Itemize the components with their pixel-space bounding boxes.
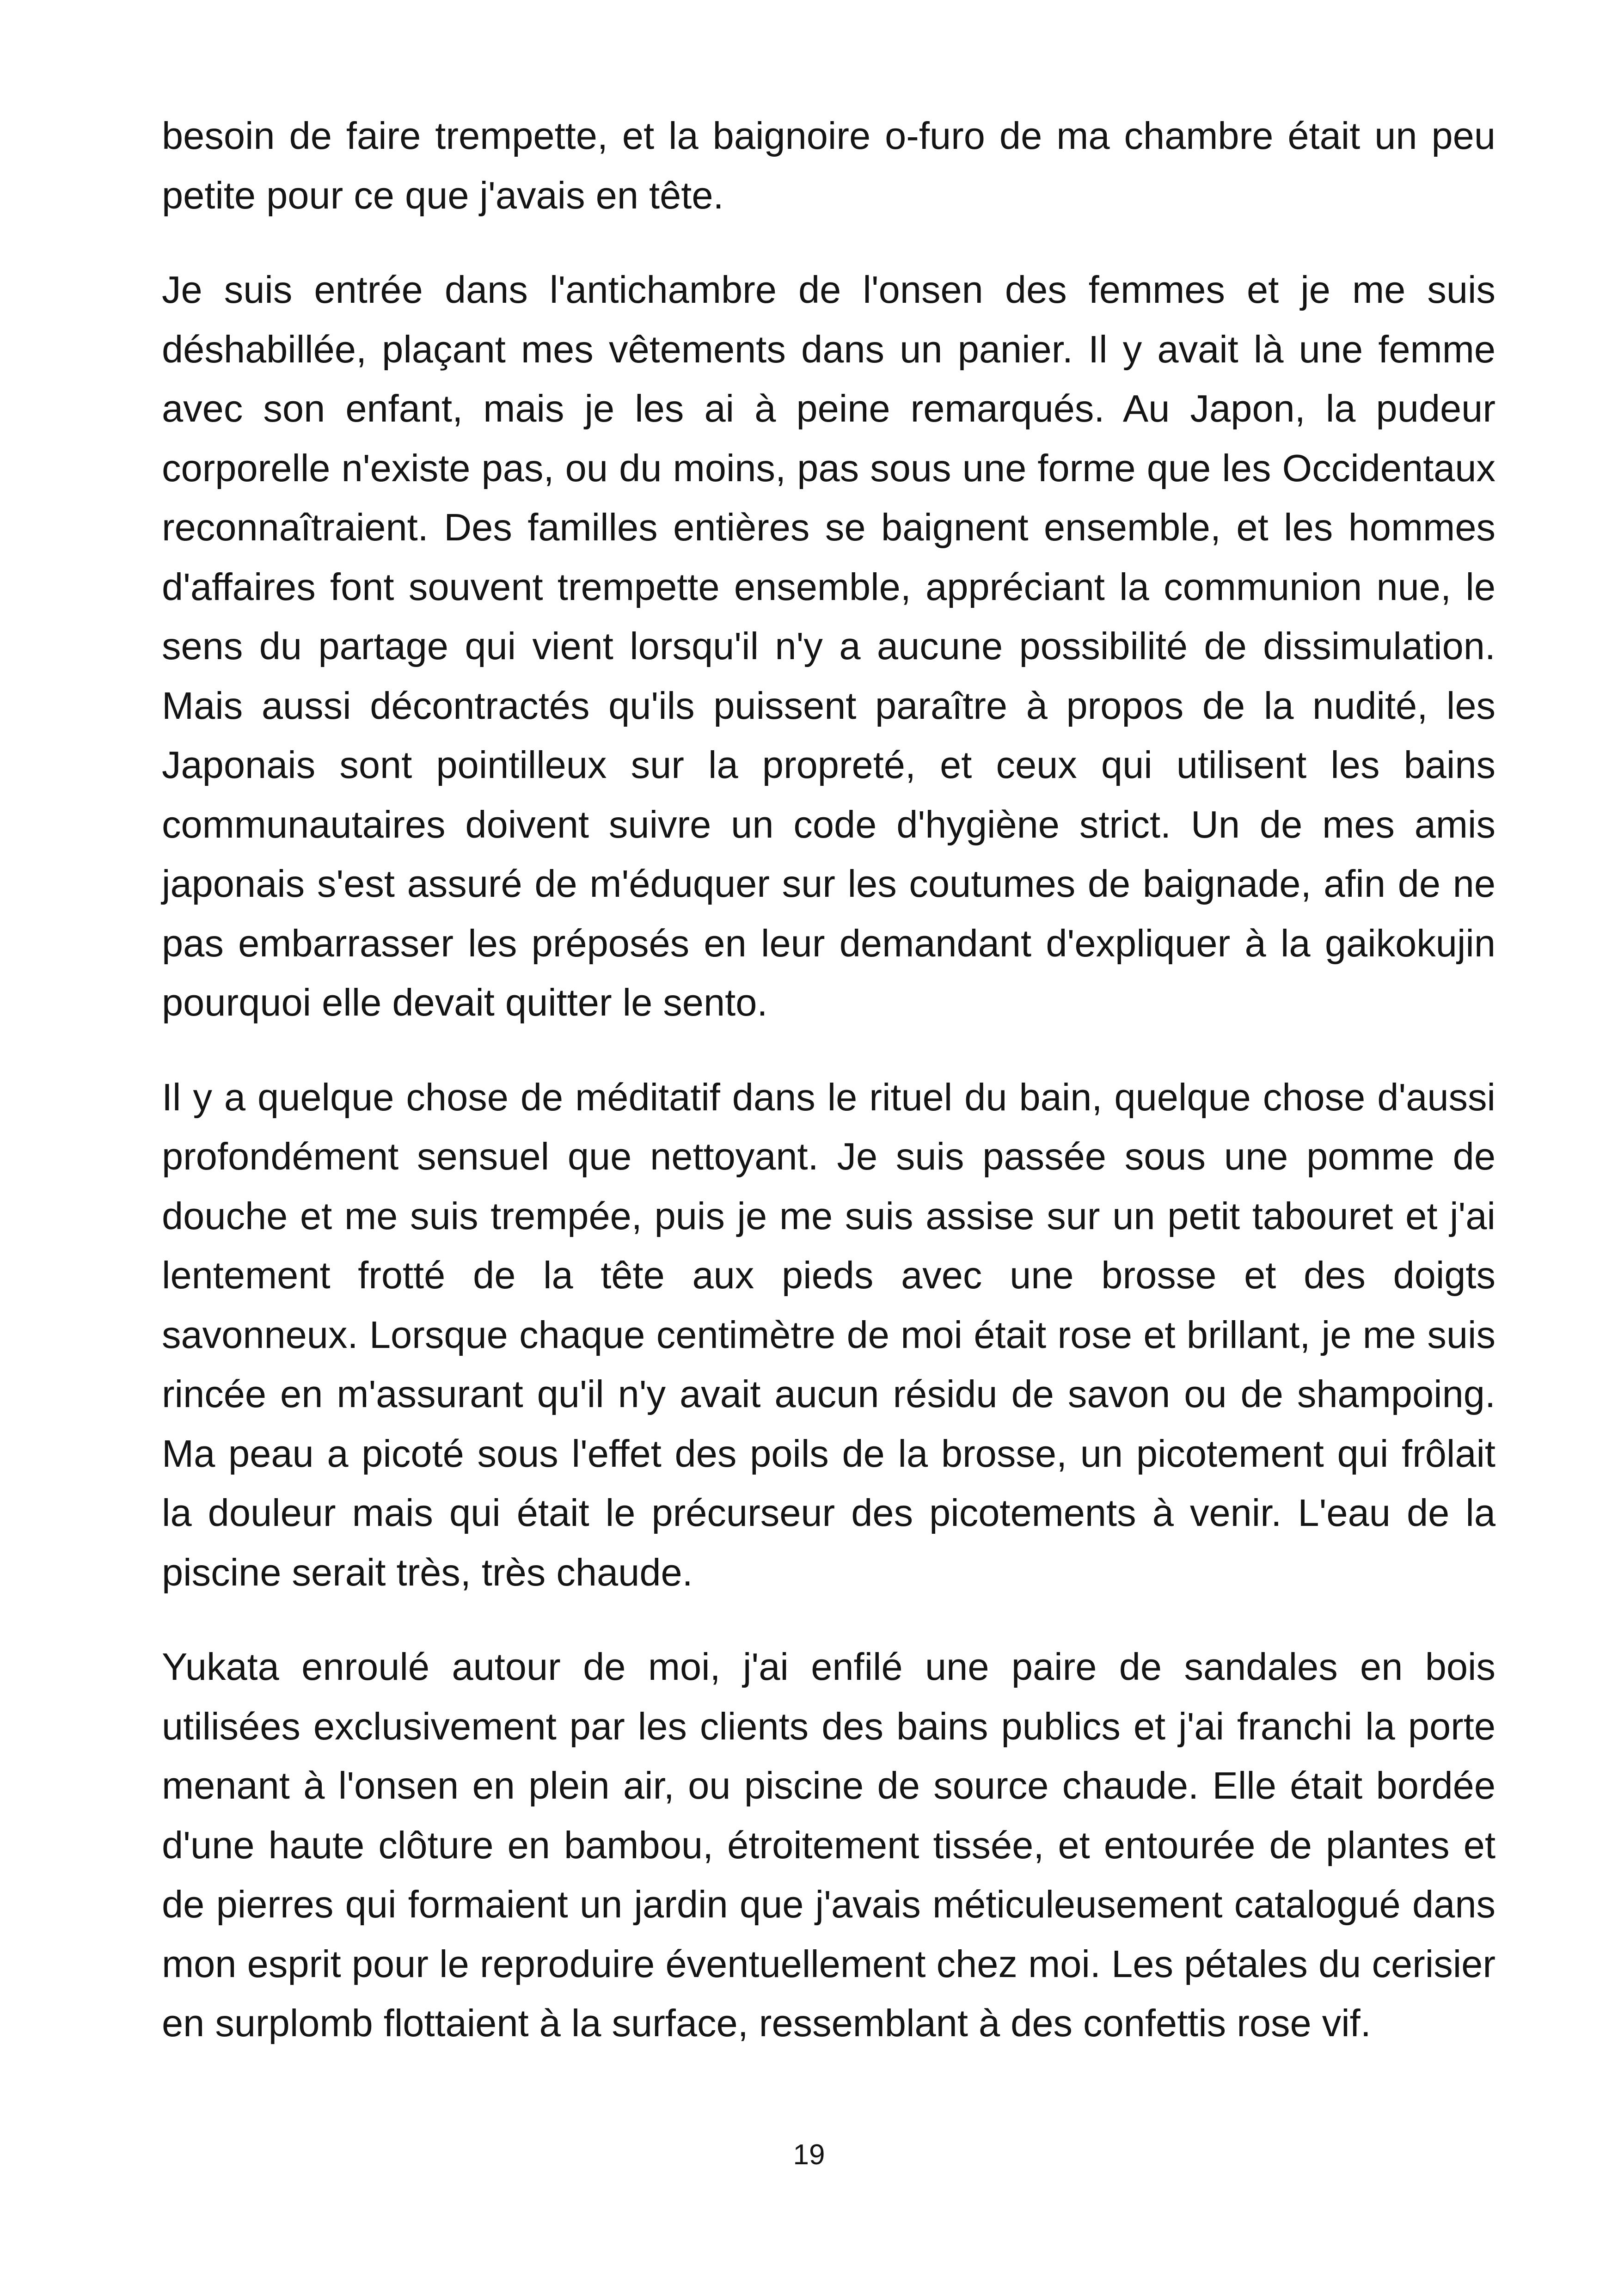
page-number: 19 <box>793 2139 825 2171</box>
paragraph-2: Je suis entrée dans l'antichambre de l'onsen des femmes et je me suis déshabillée, plaçant mes vêtements dans un panier. Il y avait là une femme avec son enfant, mais je les ai à peine remarqués. Au Japon, la pudeur corporelle n'existe pas, ou du moins, pas sous une forme que les Occidentaux reconnaîtraient. Des familles entières se baignent ensemble, et les hommes d'affaires font souvent trempette ensemble, appréciant la communion nue, le sens du partage qui vient lorsqu'il n'y a aucune possibilité de dissimulation. Mais aussi décontractés qu'ils puissent paraître à propos de la nudité, les Japonais sont pointilleux sur la propreté, et ceux qui utilisent les bains communautaires doivent suivre un code d'hygiène strict. Un de mes amis japonais s'est assuré de m'éduquer sur les coutumes de baignade, afin de ne pas embarrasser les préposés en leur demandant d'expliquer à la gaikokujin pourquoi elle devait quitter le sento. <box>162 268 1495 1024</box>
paragraph-3: Il y a quelque chose de méditatif dans le rituel du bain, quelque chose d'aussi profondément sensuel que nettoyant. Je suis passée sous une pomme de douche et me suis trempée, puis je me suis assise sur un petit tabouret et j'ai lentement frotté de la tête aux pieds avec une brosse et des doigts savonneux. Lorsque chaque centimètre de moi était rose et brillant, je me suis rincée en m'assurant qu'il n'y avait aucun résidu de savon ou de shampoing. Ma peau a picoté sous l'effet des poils de la brosse, un picotement qui frôlait la douleur mais qui était le précurseur des picotements à venir. L'eau de la piscine serait très, très chaude. <box>162 1075 1495 1594</box>
paragraph-4: Yukata enroulé autour de moi, j'ai enfilé une paire de sandales en bois utilisées exclusivement par les clients des bains publics et j'ai franchi la porte menant à l'onsen en plein air, ou piscine de source chaude. Elle était bordée d'une haute clôture en bambou, étroitement tissée, et entourée de plantes et de pierres qui formaient un jardin que j'avais méticuleusement catalogué dans mon esprit pour le reproduire éventuellement chez moi. Les pétales du cerisier en surplomb flottaient à la surface, ressemblant à des confettis rose vif. <box>162 1645 1495 2045</box>
paragraph-1: besoin de faire trempette, et la baignoire o-furo de ma chambre était un peu petite pour ce que j'avais en tête. <box>162 114 1495 217</box>
body-text <box>162 106 1495 2053</box>
